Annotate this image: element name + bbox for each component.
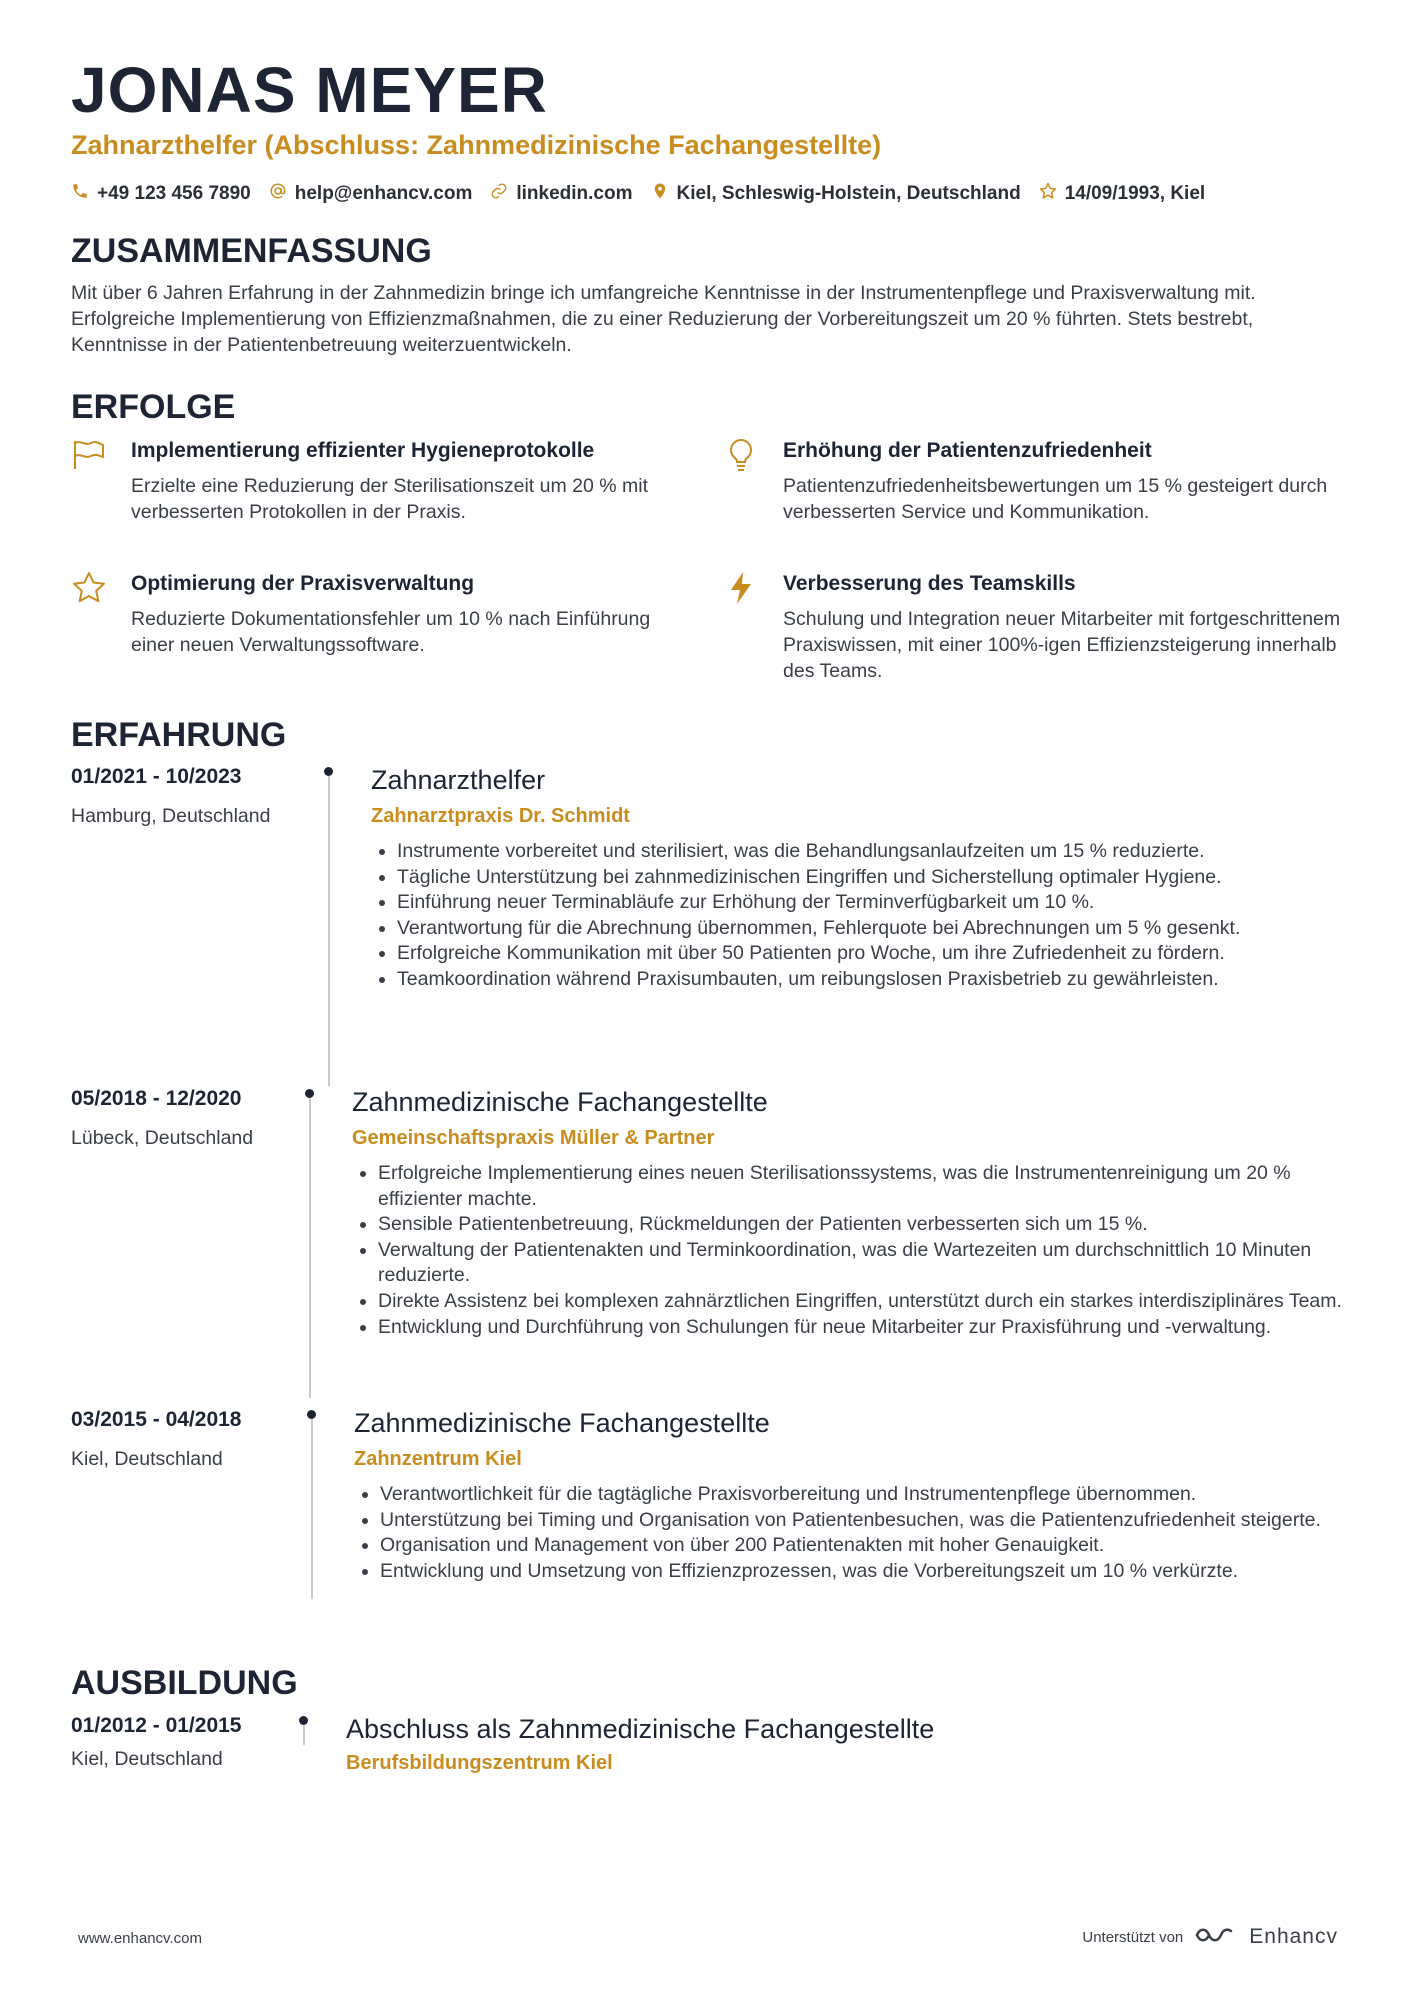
experience-date: 03/2015 - 04/2018 <box>71 1408 242 1431</box>
experience-location: Lübeck, Deutschland <box>71 1127 254 1149</box>
timeline-dot <box>324 767 333 776</box>
footer-brand[interactable] <box>1082 1923 1338 1951</box>
experience-role: Zahnmedizinische Fachangestellte <box>354 1408 770 1438</box>
contact-location <box>651 182 1021 206</box>
timeline-line <box>311 1419 313 1599</box>
phone-icon <box>71 182 89 206</box>
contact-birth <box>1039 182 1206 206</box>
achievement-description: Reduzierte Dokumentationsfehler um 10 % nach Einführung einer neuen Verwaltungssoftware. <box>131 608 651 656</box>
enhancv-logo-icon <box>1193 1923 1239 1951</box>
experience-company: Zahnarztpraxis Dr. Schmidt <box>371 805 630 827</box>
experience-bullet: • Sensible Patientenbetreuung, Rückmeldungen der Patienten verbesserten sich um 15 %. <box>378 1212 1378 1238</box>
achievement-title: Optimierung der Praxisverwaltung <box>131 572 475 595</box>
experience-location: Kiel, Deutschland <box>71 1448 223 1470</box>
flag-icon <box>71 437 107 473</box>
summary-text: Mit über 6 Jahren Erfahrung in der Zahnmedizin bringe ich umfangreiche Kenntnisse in der Instrumentenpflege und Praxisverwaltung mit. Erfolgreiche Implementierung von Effizienzmaßnahmen, die zu einer Reduzierung der Vorbereitungszeit um 20 % führten. Stets bestrebt, Kenntnisse in der Patientenbetreuung weiterzuentwickeln. <box>71 282 1256 356</box>
experience-bullet: • Erfolgreiche Implementierung eines neuen Sterilisationssystems, was die Instrumentenreinigung um 20 % effizienter machte. <box>378 1161 1378 1212</box>
achievement-description: Patientenzufriedenheitsbewertungen um 15 % gesteigert durch verbesserten Service und Kommunikation. <box>783 475 1328 523</box>
experience-bullet: • Entwicklung und Durchführung von Schulungen für neue Mitarbeiter zur Praxisführung und -verwaltung. <box>378 1315 1378 1341</box>
experience-role: Zahnmedizinische Fachangestellte <box>352 1087 768 1117</box>
experience-bullet: • Tägliche Unterstützung bei zahnmedizinischen Eingriffen und Sicherstellung optimaler Hygiene. <box>397 865 1397 891</box>
education-date: 01/2012 - 01/2015 <box>71 1714 242 1737</box>
experience-entry <box>71 1408 1341 1668</box>
achievement-title: Erhöhung der Patientenzufriedenheit <box>783 439 1152 462</box>
contact-email[interactable] <box>269 182 473 206</box>
experience-role: Zahnarzthelfer <box>371 765 546 795</box>
contact-bar <box>71 182 1205 206</box>
footer-website[interactable]: www.enhancv.com <box>78 1930 202 1947</box>
timeline-dot <box>305 1089 314 1098</box>
experience-company: Zahnzentrum Kiel <box>354 1448 522 1470</box>
experience-bullet: • Verwaltung der Patientenakten und Terminkoordination, was die Wartezeiten um durchschnittlich 10 Minuten reduzierte. <box>378 1238 1378 1289</box>
lightning-icon <box>723 570 759 606</box>
contact-phone-text: +49 123 456 7890 <box>97 183 251 204</box>
experience-heading: ERFAHRUNG <box>71 716 287 754</box>
contact-linkedin[interactable] <box>490 182 632 206</box>
timeline-dot <box>307 1410 316 1419</box>
contact-location-text: Kiel, Schleswig-Holstein, Deutschland <box>676 183 1021 204</box>
link-icon <box>490 182 508 206</box>
experience-entry <box>71 765 1341 1085</box>
star-outline-icon <box>71 570 107 606</box>
star-icon <box>1039 182 1057 206</box>
education-degree: Abschluss als Zahnmedizinische Fachangestellte <box>346 1714 935 1744</box>
experience-entry <box>71 1087 1341 1407</box>
experience-date: 05/2018 - 12/2020 <box>71 1087 242 1110</box>
experience-bullet: • Instrumente vorbereitet und sterilisiert, was die Behandlungsanlaufzeiten um 15 % reduzierte. <box>397 839 1397 865</box>
achievement-description: Erzielte eine Reduzierung der Sterilisationszeit um 20 % mit verbesserten Protokollen in der Praxis. <box>131 475 648 523</box>
footer-brand-name: Enhancv <box>1249 1925 1338 1948</box>
experience-date: 01/2021 - 10/2023 <box>71 765 242 788</box>
achievement-title: Implementierung effizienter Hygieneprotokolle <box>131 439 595 462</box>
contact-phone[interactable] <box>71 182 251 206</box>
candidate-name: JONAS MEYER <box>71 54 548 126</box>
summary-heading: ZUSAMMENFASSUNG <box>71 232 432 270</box>
experience-bullet: • Verantwortung für die Abrechnung übernommen, Fehlerquote bei Abrechnungen um 5 % gesenkt. <box>397 916 1397 942</box>
experience-bullet: • Entwicklung und Umsetzung von Effizienzprozessen, was die Vorbereitungszeit um 10 % verkürzte. <box>380 1559 1380 1585</box>
timeline-line <box>309 1098 311 1398</box>
achievement-description: Schulung und Integration neuer Mitarbeiter mit fortgeschrittenem Praxiswissen, mit einer 100%-igen Effizienzsteigerung innerhalb des Teams. <box>783 608 1341 682</box>
experience-bullet: • Teamkoordination während Praxisumbauten, um reibungslosen Praxisbetrieb zu gewährleisten. <box>397 967 1397 993</box>
timeline-dot <box>299 1716 308 1725</box>
candidate-title: Zahnarzthelfer (Abschluss: Zahnmedizinische Fachangestellte) <box>71 130 882 160</box>
timeline-line <box>303 1725 305 1745</box>
experience-bullet: • Unterstützung bei Timing und Organisation von Patientenbesuchen, was die Patientenzufriedenheit steigerte. <box>380 1508 1380 1534</box>
experience-bullets <box>371 839 1397 993</box>
experience-bullet: • Organisation und Management von über 200 Patientenakten mit hoher Genauigkeit. <box>380 1533 1380 1559</box>
location-pin-icon <box>651 182 669 206</box>
education-heading: AUSBILDUNG <box>71 1664 298 1702</box>
at-icon <box>269 182 287 206</box>
experience-bullet: • Einführung neuer Terminabläufe zur Erhöhung der Terminverfügbarkeit um 10 %. <box>397 890 1397 916</box>
timeline-line <box>328 776 330 1086</box>
education-school: Berufsbildungszentrum Kiel <box>346 1752 613 1774</box>
experience-bullets <box>352 1161 1378 1340</box>
experience-bullets <box>354 1482 1380 1584</box>
experience-location: Hamburg, Deutschland <box>71 805 271 827</box>
achievements-heading: ERFOLGE <box>71 388 236 426</box>
experience-bullet: • Verantwortlichkeit für die tagtägliche Praxisvorbereitung und Instrumentenpflege übernommen. <box>380 1482 1380 1508</box>
education-location: Kiel, Deutschland <box>71 1748 223 1770</box>
education-entry <box>71 1714 1341 1794</box>
experience-company: Gemeinschaftspraxis Müller & Partner <box>352 1127 715 1149</box>
experience-bullet: • Erfolgreiche Kommunikation mit über 50 Patienten pro Woche, um ihre Zufriedenheit zu fördern. <box>397 941 1397 967</box>
contact-birth-text: 14/09/1993, Kiel <box>1064 183 1206 204</box>
contact-linkedin-text: linkedin.com <box>516 183 633 204</box>
experience-bullet: • Direkte Assistenz bei komplexen zahnärztlichen Eingriffen, unterstützt durch ein starkes interdisziplinäres Team. <box>378 1289 1378 1315</box>
footer-powered-by: Unterstützt von <box>1082 1928 1184 1946</box>
contact-email-text: help@enhancv.com <box>294 183 473 204</box>
achievement-title: Verbesserung des Teamskills <box>783 572 1076 595</box>
lightbulb-icon <box>723 437 759 473</box>
